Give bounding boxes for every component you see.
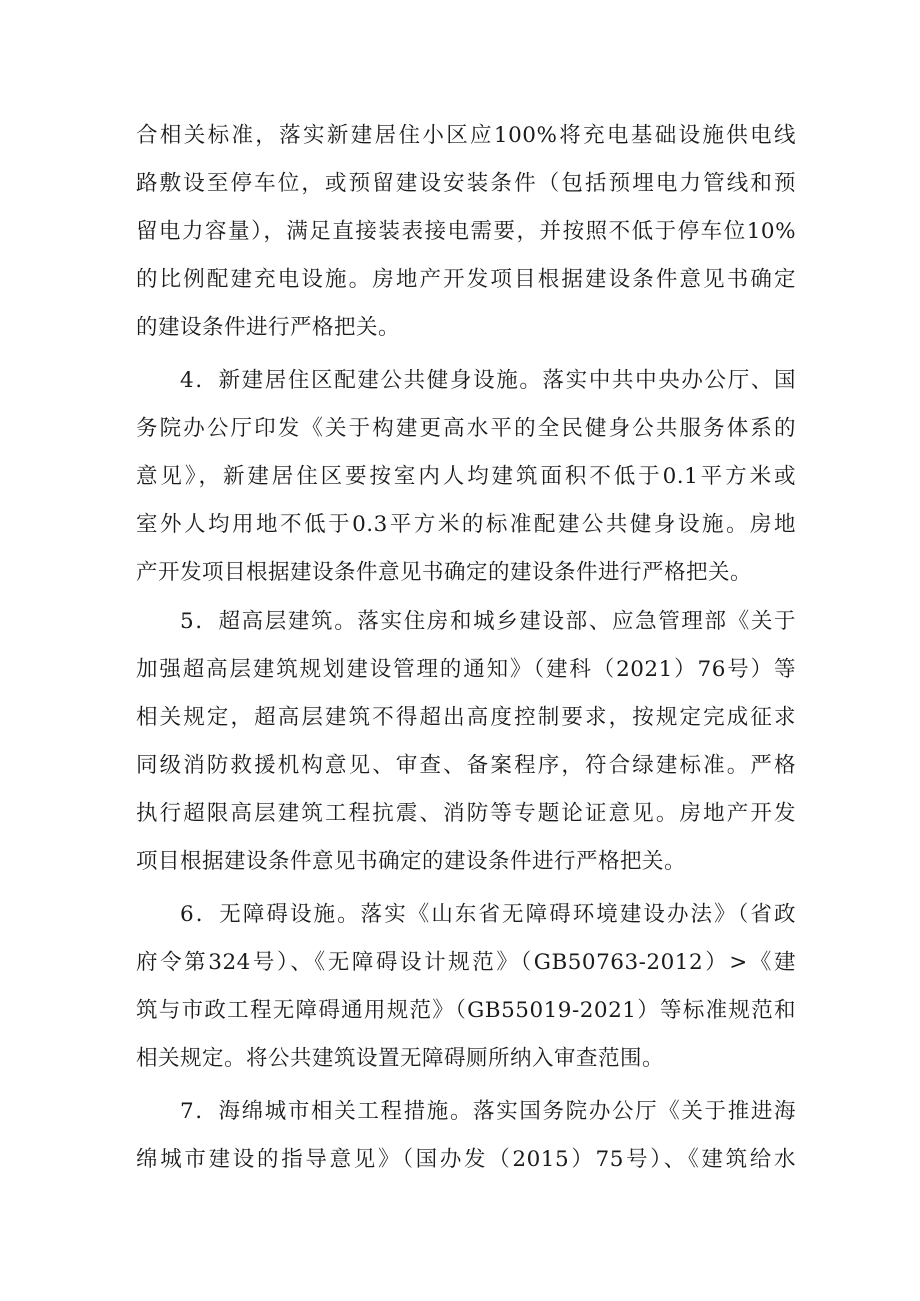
text-line: 相关规定，超高层建筑不得超出高度控制要求，按规定完成征求 bbox=[136, 705, 796, 730]
text-line: 的比例配建充电设施。房地产开发项目根据建设条件意见书确定 bbox=[136, 267, 796, 292]
paragraph-first-line: 4．新建居住区配建公共健身设施。落实中共中央办公厅、国 bbox=[180, 368, 796, 393]
text-line: 留电力容量），满足直接装表接电需要，并按照不低于停车位10% bbox=[136, 219, 796, 244]
text-line: 务院办公厅印发《关于构建更高水平的全民健身公共服务体系的 bbox=[136, 416, 796, 441]
text-line: 室外人均用地不低于0.3平方米的标准配建公共健身设施。房地 bbox=[136, 512, 796, 537]
text-line: 合相关标准，落实新建居住小区应100%将充电基础设施供电线 bbox=[136, 123, 796, 148]
text-line: 产开发项目根据建设条件意见书确定的建设条件进行严格把关。 bbox=[136, 560, 753, 585]
text-line: 执行超限高层建筑工程抗震、消防等专题论证意见。房地产开发 bbox=[136, 801, 796, 826]
paragraph-first-line: 5．超高层建筑。落实住房和城乡建设部、应急管理部《关于 bbox=[180, 609, 796, 634]
text-line: 绵城市建设的指导意见》（国办发（2015）75号）、《建筑给水 bbox=[136, 1147, 796, 1172]
text-line: 意见》，新建居住区要按室内人均建筑面积不低于0.1平方米或 bbox=[136, 464, 796, 489]
text-line: 同级消防救援机构意见、审查、备案程序，符合绿建标准。严格 bbox=[136, 753, 796, 778]
text-line: 相关规定。将公共建筑设置无障碍厕所纳入审查范围。 bbox=[136, 1046, 665, 1071]
paragraph-first-line: 6．无障碍设施。落实《山东省无障碍环境建设办法》（省政 bbox=[180, 902, 796, 927]
text-line: 筑与市政工程无障碍通用规范》（GB55019-2021）等标准规范和 bbox=[136, 998, 796, 1023]
text-line: 加强超高层建筑规划建设管理的通知》（建科（2021）76号）等 bbox=[136, 657, 796, 682]
text-line: 府令第324号）、《无障碍设计规范》（GB50763-2012）>《建 bbox=[136, 950, 796, 975]
text-line: 路敷设至停车位，或预留建设安装条件（包括预埋电力管线和预 bbox=[136, 171, 796, 196]
paragraph-first-line: 7．海绵城市相关工程措施。落实国务院办公厅《关于推进海 bbox=[180, 1099, 796, 1124]
text-line: 项目根据建设条件意见书确定的建设条件进行严格把关。 bbox=[136, 849, 687, 874]
text-line: 的建设条件进行严格把关。 bbox=[136, 315, 401, 340]
